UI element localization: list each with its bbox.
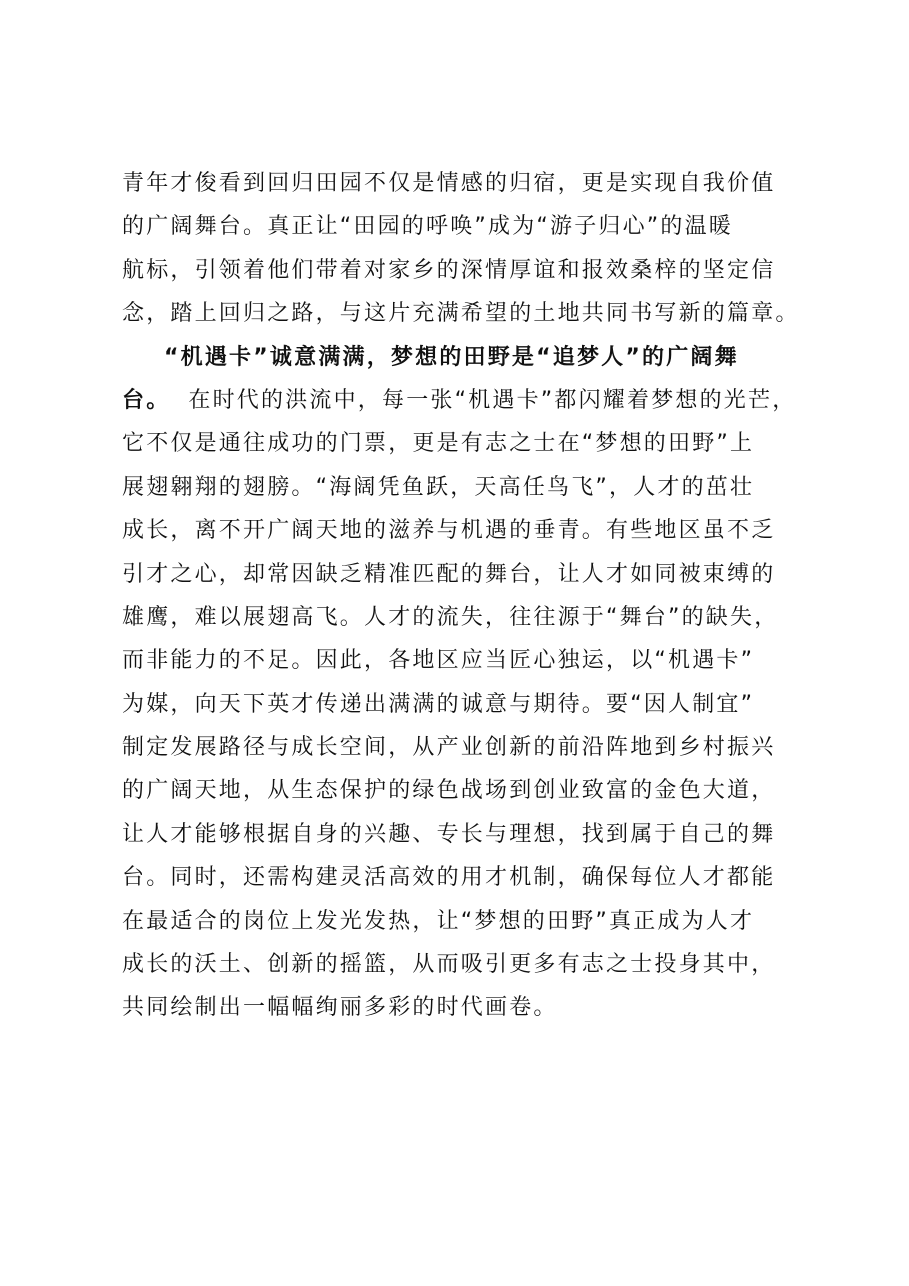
text-line: 引才之心，却常因缺乏精准匹配的舞台，让人才如同被束缚的: [122, 561, 776, 587]
text-line: 成长的沃土、创新的摇篮，从而吸引更多有志之士投身其中，: [122, 952, 776, 978]
text-line: 在最适合的岗位上发光发热，让“梦想的田野”真正成为人才: [122, 908, 755, 934]
text-line: 为媒，向天下英才传递出满满的诚意与期待。要“因人制宜”: [122, 691, 755, 717]
text-line-mixed: [122, 379, 812, 422]
text-line: 台。同时，还需构建灵活高效的用才机制，确保每位人才都能: [122, 865, 776, 891]
text-line: 展翅翱翔的翅膀。“海阔凭鱼跃，天高任鸟飞”，人才的茁壮: [122, 474, 755, 500]
text-line: 雄鹰，难以展翅高飞。人才的流失，往往源于“舞台”的缺失，: [122, 604, 779, 630]
section-heading-tail: 台。: [122, 387, 171, 413]
document-body: [122, 162, 812, 1030]
section-heading: “机遇卡”诚意满满，梦想的田野是“追梦人”的广阔舞: [164, 344, 739, 370]
text-line: 青年才俊看到回归田园不仅是情感的归宿，更是实现自我价值: [122, 171, 776, 196]
text-line: 的广阔天地，从生态保护的绿色战场到创业致富的金色大道，: [122, 778, 776, 804]
text-line: 让人才能够根据自身的兴趣、专长与理想，找到属于自己的舞: [122, 821, 776, 847]
text-line: 制定发展路径与成长空间，从产业创新的前沿阵地到乡村振兴: [122, 735, 776, 761]
text-line: 它不仅是通往成功的门票，更是有志之士在“梦想的田野”上: [122, 431, 755, 457]
text-line: 的广阔舞台。真正让“田园的呼唤”成为“游子归心”的温暖: [122, 214, 733, 240]
text-line: 航标，引领着他们带着对家乡的深情厚谊和报效桑梓的坚定信: [122, 257, 776, 283]
text-line: 成长，离不开广阔天地的滋养与机遇的垂青。有些地区虽不乏: [122, 518, 776, 544]
text-line: 而非能力的不足。因此，各地区应当匠心独运，以“机遇卡”: [122, 648, 755, 674]
paragraph-opening: 在时代的洪流中，每一张“机遇卡”都闪耀着梦想的光芒，: [188, 387, 797, 413]
text-line: 共同绘制出一幅幅绚丽多彩的时代画卷。: [122, 995, 558, 1021]
text-line: 念，踏上回归之路，与这片充满希望的土地共同书写新的篇章。: [122, 301, 800, 327]
